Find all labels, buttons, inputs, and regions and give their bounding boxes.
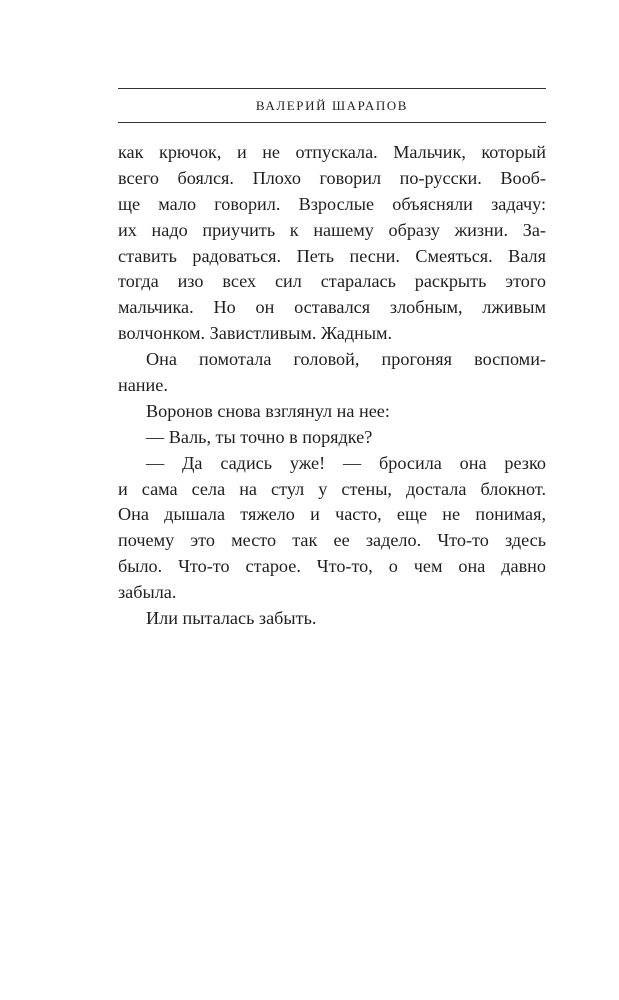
text-line: Воронов снова взглянул на нее:: [146, 400, 390, 421]
text-line: забыла.: [118, 582, 177, 603]
text-line: всего боялся. Плохо говорил по-русски. Вооб-: [118, 167, 546, 188]
running-title: ВАЛЕРИЙ ШАРАПОВ: [255, 98, 409, 113]
text-line: — Да садись уже! — бросила она резко: [146, 452, 546, 473]
text-line: — Валь, ты точно в порядке?: [146, 426, 373, 447]
text-line: нание.: [118, 375, 168, 396]
text-line: мальчика. Но он оставался злобным, лживым: [118, 297, 546, 318]
text-line: ще мало говорил. Взрослые объясняли задачу:: [118, 193, 546, 214]
text-line: тогда изо всех сил старалась раскрыть этого: [118, 271, 546, 292]
text-line: ставить радоваться. Петь песни. Смеяться. Валя: [118, 245, 546, 266]
body-text: [118, 140, 546, 632]
text-line: почему это место так ее задело. Что-то здесь: [118, 530, 546, 551]
running-header: [118, 88, 546, 123]
text-line: и сама села на стул у стены, достала блокнот.: [118, 478, 546, 499]
text-line: их надо приучить к нашему образу жизни. За-: [118, 219, 546, 240]
text-line: волчонком. Завистливым. Жадным.: [118, 323, 393, 344]
header-bottom-rule: [118, 122, 546, 123]
text-line: было. Что-то старое. Что-то, о чем она давно: [118, 556, 546, 577]
text-line: Она помотала головой, прогоняя воспоми-: [146, 349, 546, 370]
text-line: Или пыталась забыть.: [146, 608, 317, 629]
text-line: как крючок, и не отпускала. Мальчик, который: [118, 142, 546, 162]
text-line: Она дышала тяжело и часто, еще не понимая,: [118, 504, 546, 525]
